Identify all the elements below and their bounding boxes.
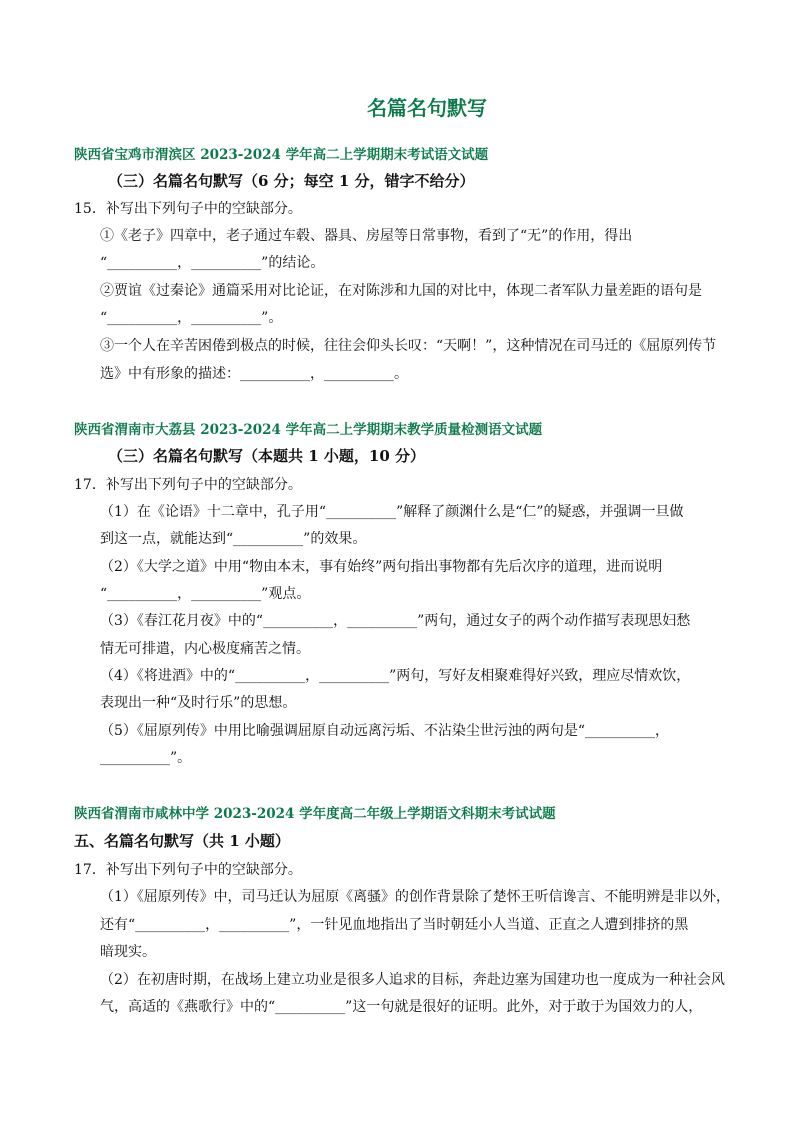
section-heading-2: （三）名篇名句默写（本题共 1 小题，10 分） <box>108 447 425 465</box>
section-heading-1: （三）名篇名句默写（6 分；每空 1 分，错字不给分） <box>108 172 475 190</box>
question-line: ③一个人在辛苦困倦到极点的时候，往往会仰头长叹：“天啊！”，这种情况在司马迁的《屈原列传节 <box>100 338 717 354</box>
question-line: （4）《将进酒》中的“__________，__________”两句，写好友相聚难得好兴致，理应尽情欢饮， <box>100 668 691 684</box>
question-line: 到这一点，就能达到“__________”的效果。 <box>100 531 367 547</box>
source-heading-1: 陕西省宝鸡市渭滨区 2023-2024 学年高二上学期期末考试语文试题 <box>74 147 489 163</box>
question-line: __________”。 <box>100 750 192 766</box>
question-line: 情无可排遣，内心极度痛苦之情。 <box>100 641 310 657</box>
question-line: （3）《春江花月夜》中的“__________，__________”两句，通过女子的两个动作描写表现思妇愁 <box>100 613 691 629</box>
question-line: 气，高适的《燕歌行》中的“__________”这一句就是很好的证明。此外，对于敢于为国效力的人， <box>100 999 703 1015</box>
question-line: ①《老子》四章中，老子通过车毂、器具、房屋等日常事物，看到了“无”的作用，得出 <box>100 228 633 244</box>
question-line: （2）《大学之道》中用“物由本末，事有始终”两句指出事物都有先后次序的道理，进而说明 <box>100 559 663 575</box>
section-heading-3: 五、名篇名句默写（共 1 小题） <box>74 832 290 850</box>
question-line: “__________，__________”。 <box>100 310 283 326</box>
question-stem: 15．补写出下列句子中的空缺部分。 <box>74 201 302 217</box>
question-line: ②贾谊《过秦论》通篇采用对比论证，在对陈涉和九国的对比中，体现二者军队力量差距的语句是 <box>100 283 702 299</box>
source-heading-2: 陕西省渭南市大荔县 2023-2024 学年高二上学期期末教学质量检测语文试题 <box>74 422 543 438</box>
question-line: 表现出一种“及时行乐”的思想。 <box>100 695 297 711</box>
question-line: 还有“__________，__________”，一针见血地指出了当时朝廷小人当道、正直之人遭到排挤的黑 <box>100 917 689 933</box>
question-line: “__________，__________”的结论。 <box>100 255 325 271</box>
question-line: 选》中有形象的描述：__________，__________。 <box>100 366 408 382</box>
question-stem: 17．补写出下列句子中的空缺部分。 <box>74 862 302 878</box>
question-line: （2）在初唐时期，在战场上建立功业是很多人追求的目标，奔赴边塞为国建功也一度成为一种社会风 <box>100 972 725 988</box>
question-line: （5）《屈原列传》中用比喻强调屈原自动远离污垢、不沾染尘世污浊的两句是“__________， <box>100 723 670 739</box>
source-heading-3: 陕西省渭南市咸林中学 2023-2024 学年度高二年级上学期语文科期末考试试题 <box>74 806 556 822</box>
question-line: （1）在《论语》十二章中，孔子用“__________”解释了颜渊什么是“仁”的疑惑，并强调一旦做 <box>100 504 684 520</box>
question-line: “__________，__________”观点。 <box>100 586 311 602</box>
question-line: （1）《屈原列传》中，司马迁认为屈原《离骚》的创作背景除了楚怀王听信谗言、不能明辨是非以外， <box>100 889 731 905</box>
question-stem: 17．补写出下列句子中的空缺部分。 <box>74 477 302 493</box>
page-title: 名篇名句默写 <box>367 96 487 120</box>
question-line: 暗现实。 <box>100 944 156 960</box>
